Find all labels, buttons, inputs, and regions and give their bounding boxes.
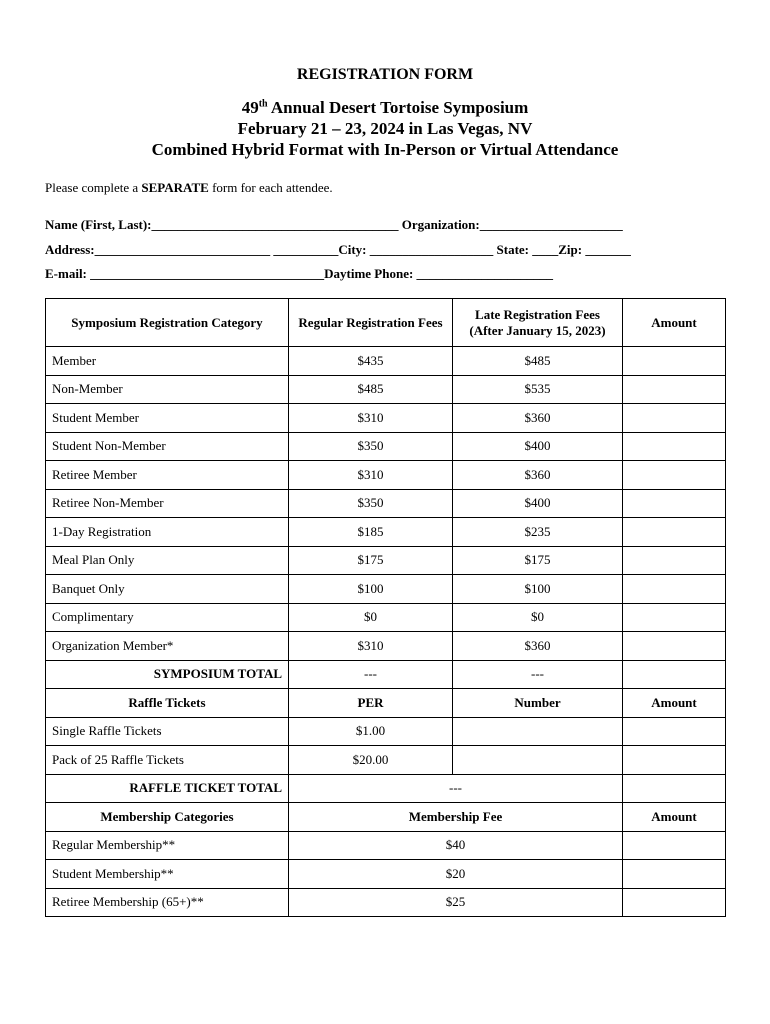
- category-cell: Retiree Member: [46, 461, 289, 490]
- registration-table: [45, 298, 726, 917]
- table-row: [46, 347, 726, 376]
- table-row: [46, 518, 726, 547]
- membership-category-cell: Regular Membership**: [46, 831, 289, 860]
- raffle-header-row: [46, 689, 726, 718]
- raffle-item-cell: Pack of 25 Raffle Tickets: [46, 746, 289, 775]
- table-row: [46, 831, 726, 860]
- table-row: [46, 461, 726, 490]
- amount-cell[interactable]: [623, 632, 726, 661]
- regular-fee-cell: $350: [289, 489, 453, 518]
- membership-amount-cell[interactable]: [623, 831, 726, 860]
- amount-cell[interactable]: [623, 489, 726, 518]
- raffle-total-row: [46, 774, 726, 803]
- category-cell: Organization Member*: [46, 632, 289, 661]
- amount-cell[interactable]: [623, 404, 726, 433]
- regular-fee-cell: $185: [289, 518, 453, 547]
- raffle-total-amount-cell[interactable]: [623, 774, 726, 803]
- membership-header-row: [46, 803, 726, 832]
- event-name: [0, 98, 770, 118]
- instructions-prefix: Please complete a: [45, 180, 142, 195]
- category-cell: Meal Plan Only: [46, 546, 289, 575]
- membership-header-fee: Membership Fee: [289, 803, 623, 832]
- membership-fee-cell: $25: [289, 888, 623, 917]
- category-cell: Banquet Only: [46, 575, 289, 604]
- amount-cell[interactable]: [623, 518, 726, 547]
- instructions-emphasis: SEPARATE: [141, 180, 209, 195]
- late-fee-cell: $400: [453, 432, 623, 461]
- late-fee-cell: $175: [453, 546, 623, 575]
- header-regular-fees: Regular Registration Fees: [289, 299, 453, 347]
- table-row: [46, 404, 726, 433]
- amount-cell[interactable]: [623, 375, 726, 404]
- category-cell: 1-Day Registration: [46, 518, 289, 547]
- late-fee-cell: $400: [453, 489, 623, 518]
- membership-header-category: Membership Categories: [46, 803, 289, 832]
- address-field[interactable]: Address:___________________________ __________City: ___________________ State: ____Zip: _______: [45, 242, 631, 257]
- table-row: [46, 432, 726, 461]
- membership-fee-cell: $40: [289, 831, 623, 860]
- event-dates: February 21 – 23, 2024 in Las Vegas, NV: [237, 119, 533, 138]
- regular-fee-cell: $100: [289, 575, 453, 604]
- membership-fee-cell: $20: [289, 860, 623, 889]
- regular-fee-cell: $0: [289, 603, 453, 632]
- table-row: [46, 860, 726, 889]
- regular-fee-cell: $435: [289, 347, 453, 376]
- form-title: REGISTRATION FORM: [296, 66, 474, 83]
- regular-fee-cell: $175: [289, 546, 453, 575]
- table-row: [46, 546, 726, 575]
- registration-header-row: [46, 299, 726, 347]
- table-row: [46, 746, 726, 775]
- late-fee-cell: $535: [453, 375, 623, 404]
- table-row: [46, 489, 726, 518]
- late-fee-cell: $360: [453, 632, 623, 661]
- raffle-amount-cell[interactable]: [623, 717, 726, 746]
- symposium-total-label: SYMPOSIUM TOTAL: [46, 660, 289, 689]
- raffle-total-value: ---: [289, 774, 623, 803]
- raffle-item-cell: Single Raffle Tickets: [46, 717, 289, 746]
- table-row: [46, 375, 726, 404]
- symposium-total-amount-cell[interactable]: [623, 660, 726, 689]
- event-ordinal: 49: [241, 98, 259, 117]
- regular-fee-cell: $310: [289, 632, 453, 661]
- amount-cell[interactable]: [623, 347, 726, 376]
- table-row: [46, 888, 726, 917]
- category-cell: Student Non-Member: [46, 432, 289, 461]
- membership-amount-cell[interactable]: [623, 860, 726, 889]
- raffle-per-cell: $20.00: [289, 746, 453, 775]
- regular-fee-cell: $310: [289, 404, 453, 433]
- category-cell: Student Member: [46, 404, 289, 433]
- header-late-fees: Late Registration Fees (After January 15, 2023): [453, 299, 623, 347]
- header-category: Symposium Registration Category: [46, 299, 289, 347]
- symposium-total-late: ---: [453, 660, 623, 689]
- header-amount: Amount: [623, 299, 726, 347]
- category-cell: Retiree Non-Member: [46, 489, 289, 518]
- instructions: [45, 180, 333, 196]
- membership-header-amount: Amount: [623, 803, 726, 832]
- table-row: [46, 632, 726, 661]
- raffle-header-number: Number: [453, 689, 623, 718]
- raffle-total-label: RAFFLE TICKET TOTAL: [46, 774, 289, 803]
- amount-cell[interactable]: [623, 603, 726, 632]
- regular-fee-cell: $485: [289, 375, 453, 404]
- table-row: [46, 717, 726, 746]
- table-row: [46, 603, 726, 632]
- raffle-header-item: Raffle Tickets: [46, 689, 289, 718]
- membership-category-cell: Student Membership**: [46, 860, 289, 889]
- amount-cell[interactable]: [623, 546, 726, 575]
- membership-category-cell: Retiree Membership (65+)**: [46, 888, 289, 917]
- late-fee-cell: $100: [453, 575, 623, 604]
- raffle-header-amount: Amount: [623, 689, 726, 718]
- table-row: [46, 575, 726, 604]
- amount-cell[interactable]: [623, 575, 726, 604]
- raffle-per-cell: $1.00: [289, 717, 453, 746]
- instructions-suffix: form for each attendee.: [208, 180, 333, 195]
- event-name-text: Annual Desert Tortoise Symposium: [267, 98, 529, 117]
- raffle-number-cell[interactable]: [453, 717, 623, 746]
- raffle-number-cell[interactable]: [453, 746, 623, 775]
- symposium-total-row: [46, 660, 726, 689]
- late-fee-cell: $485: [453, 347, 623, 376]
- symposium-total-regular: ---: [289, 660, 453, 689]
- category-cell: Member: [46, 347, 289, 376]
- regular-fee-cell: $350: [289, 432, 453, 461]
- event-ordinal-suffix: th: [258, 98, 268, 110]
- event-format: Combined Hybrid Format with In-Person or Virtual Attendance: [151, 140, 619, 159]
- raffle-header-per: PER: [289, 689, 453, 718]
- late-fee-cell: $360: [453, 404, 623, 433]
- email-phone-field[interactable]: E-mail: ____________________________________Daytime Phone: _____________________: [45, 266, 554, 281]
- late-fee-cell: $360: [453, 461, 623, 490]
- late-fee-cell: $235: [453, 518, 623, 547]
- amount-cell[interactable]: [623, 432, 726, 461]
- category-cell: Complimentary: [46, 603, 289, 632]
- amount-cell[interactable]: [623, 461, 726, 490]
- raffle-amount-cell[interactable]: [623, 746, 726, 775]
- membership-amount-cell[interactable]: [623, 888, 726, 917]
- regular-fee-cell: $310: [289, 461, 453, 490]
- name-organization-field[interactable]: Name (First, Last):______________________________________ Organization:______________________: [45, 217, 623, 232]
- category-cell: Non-Member: [46, 375, 289, 404]
- late-fee-cell: $0: [453, 603, 623, 632]
